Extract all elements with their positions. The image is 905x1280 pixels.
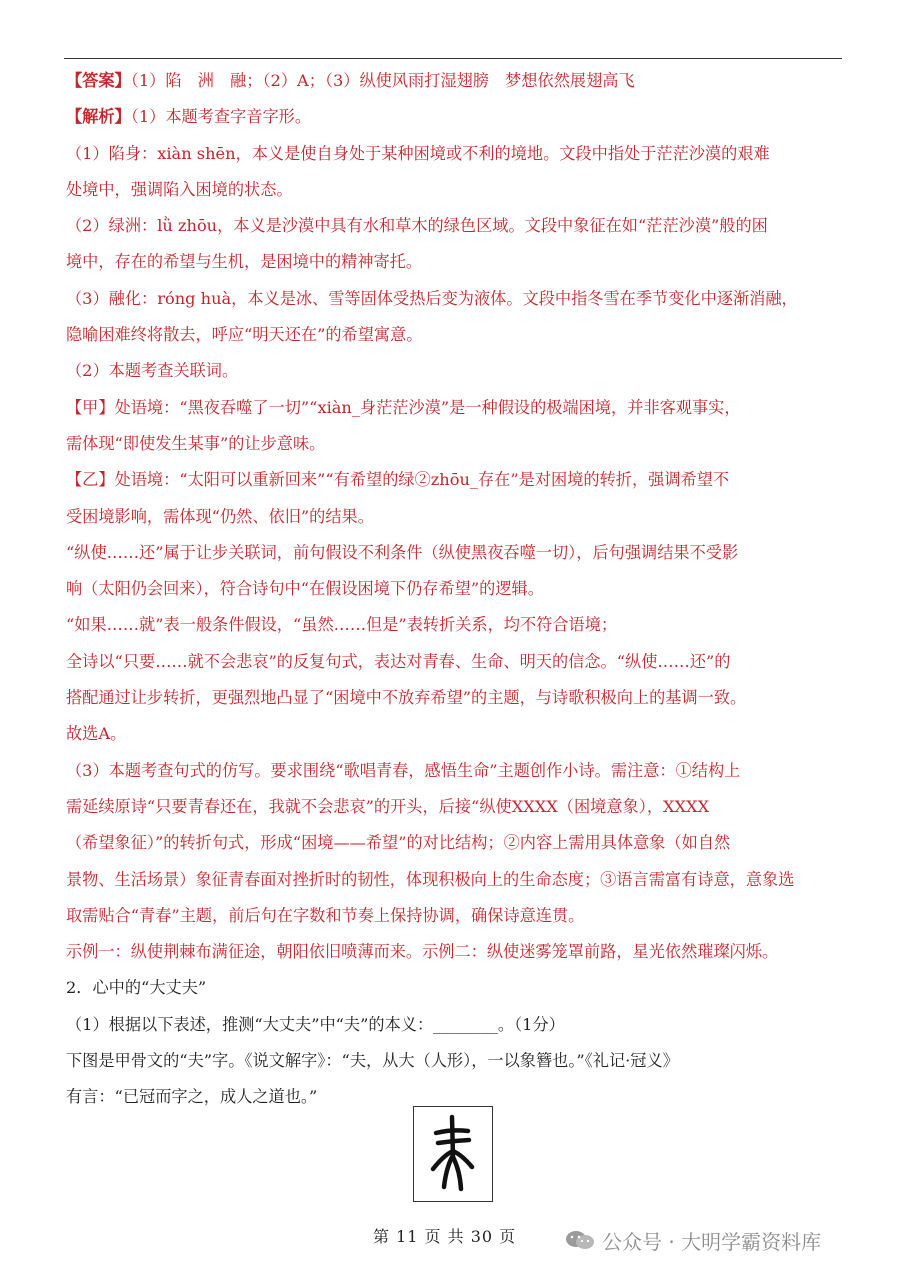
- watermark: [564, 1226, 821, 1254]
- analysis-paragraph-line: 需体现“即使发生某事”的让步意味。: [66, 433, 326, 453]
- analysis-tag: 【解析】: [66, 107, 131, 127]
- analysis-line: [66, 102, 844, 131]
- analysis-paragraph-line: 故选A。: [66, 724, 127, 744]
- analysis-paragraph-line: 取需贴合“青春”主题，前后句在字数和节奏上保持协调，确保诗意连贯。: [66, 905, 585, 925]
- analysis-paragraph-line: （3）本题考查句式的仿写。要求围绕“歌唱青春，感悟生命”主题创作小诗。需注意：①结构上: [66, 760, 741, 780]
- answer-text: （1）陷 洲 融；（2）A；（3）纵使风雨打湿翅膀 梦想依然展翅高飞: [130, 71, 635, 90]
- question-sub1: （1）根据以下表述，推测“大丈夫”中“夫”的本义：________。（1分）: [66, 1014, 565, 1034]
- analysis-paragraph-line: （3）融化：róng huà，本义是冰、雪等固体受热后变为液体。文段中指冬雪在季节变化中逐渐消融，: [66, 288, 798, 308]
- analysis-paragraph-line: 景物、生活场景）象征青春面对挫折时的韧性，体现积极向上的生命态度；③语言需富有诗意，意象选: [66, 869, 795, 889]
- analysis-paragraph-line: 全诗以“只要……就不会悲哀”的反复句式，表达对青春、生命、明天的信念。“纵使……还”的: [66, 651, 731, 671]
- wechat-icon: [564, 1229, 596, 1251]
- analysis-paragraph-line: 受困境影响，需体现“仍然、依旧”的结果。: [66, 506, 374, 526]
- analysis-paragraph-line: 示例一：纵使荆棘布满征途，朝阳依旧喷薄而来。示例二：纵使迷雾笼罩前路，星光依然璀璨闪烁。: [66, 942, 779, 962]
- analysis-paragraph-line: 【乙】处语境：“太阳可以重新回来”“有希望的绿②zhōu_存在”是对困境的转折，强调希望不: [66, 470, 730, 490]
- oracle-bone-fu-glyph: [414, 1107, 491, 1200]
- analysis-paragraph-line: 搭配通过让步转折，更强烈地凸显了“困境中不放弃希望”的主题，与诗歌积极向上的基调一致。: [66, 688, 747, 708]
- page-footer: 第 11 页 共 30 页: [373, 1227, 517, 1246]
- analysis-paragraph-line: 处境中，强调陷入困境的状态。: [66, 179, 293, 199]
- analysis-paragraph-line: （2）本题考查关联词。: [66, 361, 239, 381]
- analysis-paragraph-line: 需延续原诗“只要青春还在，我就不会悲哀”的开头，后接“纵使XXXX（困境意象），XXXX: [66, 796, 710, 816]
- answer-line: [66, 66, 844, 95]
- header-rule: [64, 58, 842, 59]
- analysis-paragraph-line: （2）绿洲：lǜ zhōu，本义是沙漠中具有水和草木的绿色区域。文段中象征在如“茫茫沙漠”般的困: [66, 216, 768, 236]
- analysis-paragraph-line: 隐喻困难终将散去，呼应“明天还在”的希望寓意。: [66, 325, 423, 345]
- analysis-paragraph-line: 响（太阳仍会回来），符合诗句中“在假设困境下仍存希望”的逻辑。: [66, 579, 544, 599]
- answer-tag: 【答案】: [66, 71, 131, 90]
- analysis-paragraph-line: “纵使……还”属于让步关联词，前句假设不利条件（纵使黑夜吞噬一切），后句强调结果不受影: [66, 542, 739, 562]
- analysis-paragraph-line: 【甲】处语境：“黑夜吞噬了一切”“xiàn_身茫茫沙漠”是一种假设的极端困境，并非客观事实，: [66, 397, 741, 417]
- question-desc-line: 有言：“已冠而字之，成人之道也。”: [66, 1087, 318, 1107]
- question-title: 2．心中的“大丈夫”: [66, 978, 207, 998]
- analysis-paragraph-line: （希望象征）”的转折句式，形成“困境——希望”的对比结构；②内容上需用具体意象（如自然: [66, 833, 731, 853]
- watermark-text: 公众号 · 大明学霸资料库: [602, 1229, 822, 1254]
- analysis-paragraph-line: （1）陷身：xiàn shēn，本义是使自身处于某种困境或不利的境地。文段中指处于茫茫沙漠的艰难: [66, 143, 770, 163]
- oracle-bone-fu-figure: [413, 1106, 493, 1202]
- analysis-paragraph-line: “如果……就”表一般条件假设，“虽然……但是”表转折关系，均不符合语境；: [66, 615, 618, 635]
- content-area: [66, 66, 844, 1119]
- question-desc-line: 下图是甲骨文的“夫”字。《说文解字》：“夫，从大（人形），一以象簪也。”《礼记·冠义》: [66, 1051, 679, 1071]
- analysis-text: （1）本题考查字音字形。: [130, 107, 312, 127]
- analysis-paragraph-line: 境中，存在的希望与生机，是困境中的精神寄托。: [66, 252, 423, 272]
